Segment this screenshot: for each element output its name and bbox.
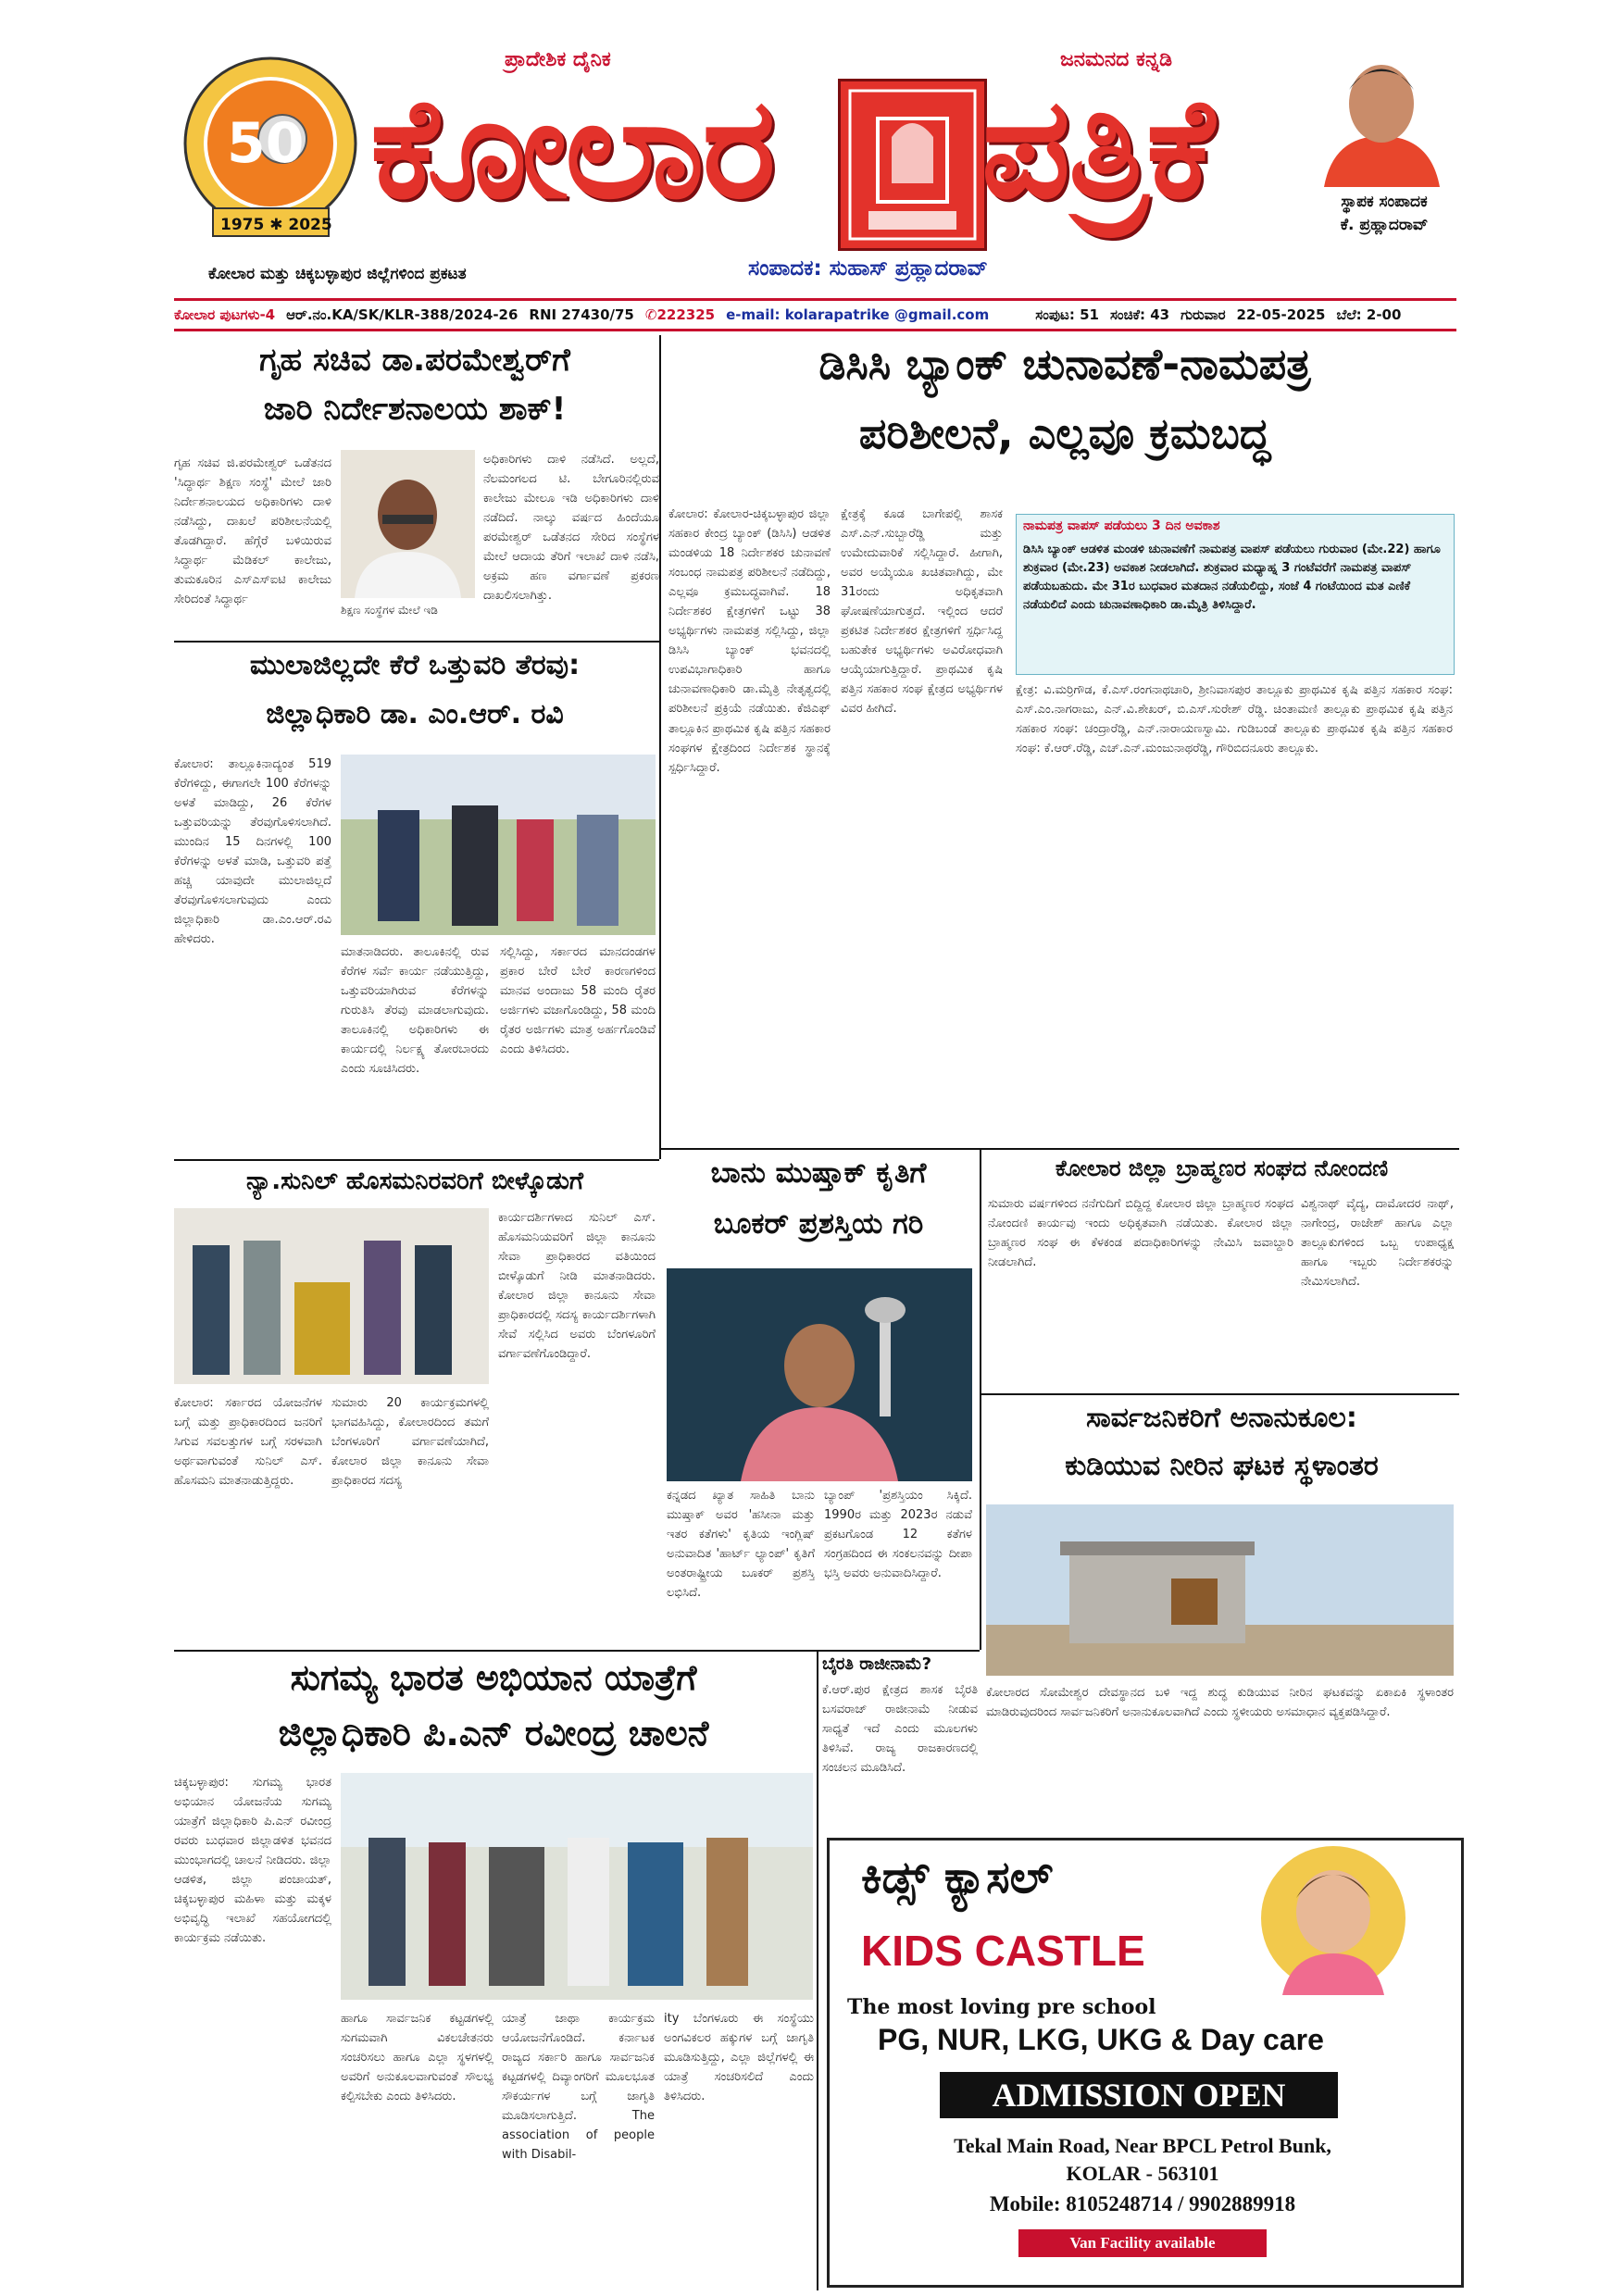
article-body: ಮಾತನಾಡಿದರು. ತಾಲೂಕಿನಲ್ಲಿ ರುವ ಕೆರೆಗಳ ಸರ್ವೆ ಕಾರ್ಯ ನಡೆಯುತ್ತಿದ್ದು, ಒತ್ತುವರಿಯಾಗಿರುವ ಕೆರೆಗಳನ್ನು ಗುರುತಿಸಿ ತೆರವು ಮಾಡಲಾಗುವುದು. ತಾಲೂಕಿನಲ್ಲಿ ಅಧಿಕಾರಿಗಳು ಈ ಕಾರ್ಯದಲ್ಲಿ ನಿರ್ಲಕ್ಷ್ಯ ತೋರಬಾರದು ಎಂದು ಸೂಚಿಸಿದರು.: [341, 945, 489, 1077]
issue-number: ಸಂಚಿಕೆ: 43: [1109, 306, 1170, 323]
section-divider: [174, 641, 659, 643]
water-unit-photo: [986, 1504, 1454, 1676]
article-body: ಕೋಲಾರ: ಸರ್ಕಾರದ ಯೋಜನೆಗಳ ಬಗ್ಗೆ ಮತ್ತು ಪ್ರಾಧಿಕಾರದಿಂದ ಜನರಿಗೆ ಸಿಗುವ ಸವಲತ್ತುಗಳ ಬಗ್ಗೆ ಸರಳವಾಗಿ ಅರ್ಥವಾಗುವಂತೆ ಸುನಿಲ್ ಎಸ್. ಹೊಸಮನಿ ಮಾತನಾಡುತ್ತಿದ್ದರು.: [174, 1396, 322, 1489]
founder-name: ಕೆ. ಪ್ರಹ್ಲಾದರಾವ್: [1340, 216, 1429, 234]
issue-date: 22-05-2025: [1236, 306, 1326, 323]
headline-water-unit-2: ಕುಡಿಯುವ ನೀರಿನ ಘಟಕ ಸ್ಥಳಾಂತರ: [1065, 1450, 1379, 1482]
article-body: ಕೋಲಾರ: ಕೋಲಾರ-ಚಿಕ್ಕಬಳ್ಳಾಪುರ ಜಿಲ್ಲಾ ಸಹಕಾರ ಕೇಂದ್ರ ಬ್ಯಾಂಕ್ (ಡಿಸಿಸಿ) ಆಡಳಿತ ಮಂಡಳಿಯ 18 ನಿರ್ದೇಶಕರ ಚುನಾವಣೆ ಸಂಬಂಧ ನಾಮಪತ್ರ ಪರಿಶೀಲನೆ ನಡೆದಿದ್ದು, ಎಲ್ಲವೂ ಕ್ರಮಬದ್ಧವಾಗಿವೆ. 18 ನಿರ್ದೇಶಕರ ಕ್ಷೇತ್ರಗಳಿಗೆ ಒಟ್ಟು 38 ಅಭ್ಯರ್ಥಿಗಳು ನಾಮಪತ್ರ ಸಲ್ಲಿಸಿದ್ದು, ಜಿಲ್ಲಾ ಡಿಸಿಸಿ ಬ್ಯಾಂಕ್ ಭವನದಲ್ಲಿ ಉಪವಿಭಾಗಾಧಿಕಾರಿ ಹಾಗೂ ಚುನಾವಣಾಧಿಕಾರಿ ಡಾ.ಮೈತ್ರಿ ನೇತೃತ್ವದಲ್ಲಿ ಪರಿಶೀಲನೆ ಪ್ರಕ್ರಿಯೆ ನಡೆಯಿತು. ಕೆಜಿಎಫ್ ತಾಲ್ಲೂಕಿನ ಪ್ರಾಥಮಿಕ ಕೃಷಿ ಪತ್ತಿನ ಸಹಕಾರ ಸಂಘಗಳ ಕ್ಷೇತ್ರದಿಂದ ನಿರ್ದೇಶಕ ಸ್ಥಾನಕ್ಕೆ ಸ್ಪರ್ಧಿಸಿದ್ದಾರೆ.: [668, 507, 831, 775]
article-body: ಚಿಕ್ಕಬಳ್ಳಾಪುರ: ಸುಗಮ್ಯ ಭಾರತ ಅಭಿಯಾನ ಯೋಜನೆಯ ಸುಗಮ್ಯ ಯಾತ್ರೆಗೆ ಜಿಲ್ಲಾಧಿಕಾರಿ ಪಿ.ಎನ್ ರವೀಂದ್ರ ರವರು ಬುಧವಾರ ಜಿಲ್ಲಾಡಳಿತ ಭವನದ ಮುಂಭಾಗದಲ್ಲಿ ಚಾಲನೆ ನೀಡಿದರು. ಜಿಲ್ಲಾ ಆಡಳಿತ, ಜಿಲ್ಲಾ ಪಂಚಾಯತ್, ಚಿಕ್ಕಬಳ್ಳಾಪುರ ಮಹಿಳಾ ಮತ್ತು ಮಕ್ಕಳ ಅಭಿವೃದ್ಧಿ ಇಲಾಖೆ ಸಹಯೋಗದಲ್ಲಿ ಕಾರ್ಯಕ್ರಮ ನಡೆಯಿತು.: [174, 1776, 331, 1946]
tagline-left: ಪ್ರಾದೇಶಿಕ ದೈನಿಕ: [505, 48, 611, 71]
ad-address-line: KOLAR - 563101: [1066, 2162, 1219, 2185]
section-divider: [174, 1650, 980, 1652]
headline-dcc-bank-1: ಡಿಸಿಸಿ ಬ್ಯಾಂಕ್ ಚುನಾವಣೆ-ನಾಮಪತ್ರ: [818, 339, 1311, 389]
article-body: ಹಾಗೂ ಸಾರ್ವಜನಿಕ ಕಟ್ಟಡಗಳಲ್ಲಿ ಸುಗಮವಾಗಿ ವಿಕಲಚೇತನರು ಸಂಚರಿಸಲು ಹಾಗೂ ಎಲ್ಲಾ ಸ್ಥಳಗಳಲ್ಲಿ ಅವರಿಗೆ ಅನುಕೂಲವಾಗುವಂತೆ ಸೌಲಭ್ಯ ಕಲ್ಪಿಸಬೇಕು ಎಂದು ತಿಳಿಸಿದರು.: [341, 2012, 493, 2104]
phone-number: ✆222325: [644, 306, 716, 323]
headline-lake-survey-1: ಮುಲಾಜಿಲ್ಲದೇ ಕೆರೆ ಒತ್ತುವರಿ ತೆರವು:: [249, 649, 581, 681]
logo-number: 50: [227, 111, 305, 176]
headline-water-unit-1: ಸಾರ್ವಜನಿಕರಿಗೆ ಅನಾನುಕೂಲ:: [1086, 1402, 1357, 1434]
accessible-yatra-photo: [341, 1773, 813, 2000]
article-body: ಕ್ಷೇತ್ರ: ವಿ.ಮರ್ರಿಗೌಡ, ಕೆ.ಎಸ್.ರಂಗನಾಥಚಾರಿ, ಶ್ರೀನಿವಾಸಪುರ ತಾಲ್ಲೂಕು ಪ್ರಾಥಮಿಕ ಕೃಷಿ ಪತ್ತಿನ ಸಹಕಾರ ಸಂಘ: ಎಸ್.ಎಂ.ನಾಗರಾಜು, ಎನ್.ವಿ.ಶೇಖರ್, ಬಿ.ಎಸ್.ಸುರೇಶ್ ರೆಡ್ಡಿ. ಚಿಂತಾಮಣಿ ತಾಲ್ಲೂಕು ಪ್ರಾಥಮಿಕ ಕೃಷಿ ಪತ್ತಿನ ಸಹಕಾರ ಸಂಘ: ಚಂದ್ರಾರೆಡ್ಡಿ, ಎನ್.ನಾರಾಯಣಸ್ವಾಮಿ. ಗುಡಿಬಂಡೆ ತಾಲ್ಲೂಕು ಪ್ರಾಥಮಿಕ ಕೃಷಿ ಪತ್ತಿನ ಸಹಕಾರ ಸಂಘ: ಕೆ.ಆರ್.ರೆಡ್ಡಿ, ಎಚ್.ಎನ್.ಮಂಜುನಾಥರೆಡ್ಡಿ, ಗೌರಿಬಿದನೂರು ತಾಲ್ಲೂಕು.: [1016, 683, 1453, 756]
ad-title-english: KIDS CASTLE: [861, 1927, 1145, 1975]
headline-home-minister-1: ಗೃಹ ಸಚಿವ ಡಾ.ಪರಮೇಶ್ವರ್‌ಗೆ: [259, 342, 570, 379]
ad-tagline: The most loving pre school: [847, 1995, 1156, 2019]
founder-portrait: [1315, 48, 1449, 187]
ad-mobile: Mobile: 8105248714 / 9902889918: [989, 2192, 1296, 2215]
article-body: ಕ್ಷೇತ್ರಕ್ಕೆ ಕೂಡ ಬಾಗೇಪಲ್ಲಿ ಶಾಸಕ ಎಸ್.ಎನ್.ಸುಬ್ಬಾರೆಡ್ಡಿ ಮತ್ತು ಉಮೇದುವಾರಿಕೆ ಸಲ್ಲಿಸಿದ್ದಾರೆ. ಹೀಗಾಗಿ, ಅವರ ಅಯ್ಕೆಯೂ ಖಚಿತವಾಗಿದ್ದು, ಮೇ 31ರಂದು ಅಧಿಕೃತವಾಗಿ ಘೋಷಣೆಯಾಗುತ್ತದೆ. ಇಲ್ಲಿಂದ ಆದರೆ ಪ್ರಕಟಿತ ನಿರ್ದೇಶಕರ ಕ್ಷೇತ್ರಗಳಿಗೆ ಸ್ಪರ್ಧಿಸಿದ್ದ ಬಹುತೇಕ ಅಭ್ಯರ್ಥಿಗಳು ಅವಿರೋಧವಾಗಿ ಆಯ್ಕೆಯಾಗುತ್ತಿದ್ದಾರೆ. ಪ್ರಾಥಮಿಕ ಕೃಷಿ ಪತ್ತಿನ ಸಹಕಾರ ಸಂಘ ಕ್ಷೇತ್ರದ ಅಭ್ಯರ್ಥಿಗಳ ವಿವರ ಹೀಗಿದೆ.: [841, 507, 1003, 717]
page-count: ಕೋಲಾರ ಪುಟಗಳು-4: [174, 306, 276, 323]
article-body: ಸುಮಾರು ವರ್ಷಗಳಿಂದ ನನೆಗುದಿಗೆ ಬಿದ್ದಿದ್ದ ಕೋಲಾರ ಜಿಲ್ಲಾ ಬ್ರಾಹ್ಮಣರ ಸಂಘದ ನೋಂದಣಿ ಕಾರ್ಯವು ಇಂದು ಅಧಿಕೃತವಾಗಿ ನಡೆಯಿತು. ಕೋಲಾರ ಜಿಲ್ಲಾ ಬ್ರಾಹ್ಮಣರ ಸಂಘ ಈ ಕೆಳಕಂಡ ಪದಾಧಿಕಾರಿಗಳನ್ನು ನೇಮಿಸಿ ಜವಾಬ್ದಾರಿ ನೀಡಲಾಗಿದೆ.: [988, 1197, 1293, 1270]
ad-title-kannada: ಕಿಡ್ಸ್ ಕ್ಯಾಸಲ್: [861, 1852, 1054, 1903]
founder-role: ಸ್ಥಾಪಕ ಸಂಪಾದಕ: [1341, 193, 1428, 211]
column-divider: [817, 1652, 818, 2290]
headline-dcc-bank-2: ಪರಿಶೀಲನೆ, ಎಲ್ಲವೂ ಕ್ರಮಬದ್ಧ: [858, 408, 1271, 458]
child-photo: [1218, 1842, 1449, 1995]
article-body: ಗೃಹ ಸಚಿವ ಜಿ.ಪರಮೇಶ್ವರ್ ಒಡೆತನದ 'ಸಿದ್ಧಾರ್ಥ ಶಿಕ್ಷಣ ಸಂಸ್ಥೆ' ಮೇಲೆ ಜಾರಿ ನಿರ್ದೇಶನಾಲಯದ ಅಧಿಕಾರಿಗಳು ದಾಳಿ ನಡೆಸಿದ್ದು, ದಾಖಲೆ ಪರಿಶೀಲನೆಯಲ್ಲಿ ತೊಡಗಿದ್ದಾರೆ. ಹೆಗ್ಗೆರೆ ಬಳಿಯಿರುವ ಸಿದ್ಧಾರ್ಥ ಮೆಡಿಕಲ್ ಕಾಲೇಜು, ತುಮಕೂರಿನ ಎಸ್‌ಎಸ್‌ಐಟಿ ಕಾಲೇಜು ಸೇರಿದಂತೆ ಸಿದ್ಧಾರ್ಥ: [174, 456, 331, 607]
headline-brahmin-sangha: ಕೋಲಾರ ಜಿಲ್ಲಾ ಬ್ರಾಹ್ಮಣರ ಸಂಘದ ನೋಂದಣಿ: [1055, 1155, 1389, 1181]
farewell-photo: [174, 1208, 489, 1384]
article-body: ಅಧಿಕಾರಿಗಳು ದಾಳಿ ನಡೆಸಿದೆ. ಅಲ್ಲದೆ, ನೆಲಮಂಗಲದ ಟಿ. ಬೇಗೂರಿನಲ್ಲಿರುವ ಕಾಲೇಜು ಮೇಲೂ ಇಡಿ ಅಧಿಕಾರಿಗಳು ದಾಳಿ ನಡೆದಿದೆ. ನಾಲ್ಕು ವರ್ಷದ ಹಿಂದೆಯೂ ಪರಮೇಶ್ವರ್ ಒಡೆತನದ ಸೇರಿದ ಸಂಸ್ಥೆಗಳ ಮೇಲೆ ಆದಾಯ ತೆರಿಗೆ ಇಲಾಖೆ ದಾಳಿ ನಡೆಸಿ, ಅಕ್ರಮ ಹಣ ವರ್ಗಾವಣೆ ಪ್ರಕರಣ ದಾಖಲಿಸಲಾಗಿತ್ತು.: [483, 453, 659, 604]
collector-inspection-photo: [341, 755, 656, 935]
headline-lake-survey-2: ಜಿಲ್ಲಾಧಿಕಾರಿ ಡಾ. ಎಂ.ಆರ್. ರವಿ: [266, 698, 564, 730]
tagline-right: ಜನಮನದ ಕನ್ನಡಿ: [1060, 48, 1173, 71]
minister-photo: [341, 450, 475, 598]
section-divider: [174, 1159, 659, 1161]
ad-address-line: Tekal Main Road, Near BPCL Petrol Bunk,: [954, 2134, 1331, 2157]
masthead-title-left: ಕೋಲಾರ: [370, 67, 774, 230]
logo-years: 1975 ✱ 2025: [220, 216, 332, 234]
issue-info-bar: [174, 298, 1456, 331]
headline-banu-mushtaq-2: ಬೂಕರ್ ಪ್ರಶಸ್ತಿಯ ಗರಿ: [713, 1207, 924, 1241]
headline-banu-mushtaq-1: ಬಾನು ಮುಷ್ತಾಕ್ ಕೃತಿಗೆ: [710, 1156, 927, 1190]
article-body: ಕೆ.ಆರ್.ಪುರ ಕ್ಷೇತ್ರದ ಶಾಸಕ ಬೈರತಿ ಬಸವರಾಜ್ ರಾಜೀನಾಮೆ ನೀಡುವ ಸಾಧ್ಯತೆ ಇದೆ ಎಂದು ಮೂಲಗಳು ತಿಳಿಸಿವೆ. ರಾಜ್ಯ ರಾಜಕಾರಣದಲ್ಲಿ ಸಂಚಲನ ಮೂಡಿಸಿದೆ.: [822, 1683, 978, 1776]
column-divider: [659, 335, 661, 1159]
van-facility-badge: Van Facility available: [1018, 2229, 1267, 2257]
article-body: ವಿಶ್ವನಾಥ್ ವೈದ್ಯ, ದಾಮೋದರ ನಾಥ್, ನಾಗೇಂದ್ರ, ರಾಜೇಶ್ ಹಾಗೂ ಎಲ್ಲಾ ತಾಲ್ಲೂಕುಗಳಿಂದ ಒಬ್ಬ ಉಪಾಧ್ಯಕ್ಷ ಹಾಗೂ ಇಬ್ಬರು ನಿರ್ದೇಶಕರನ್ನು ನೇಮಿಸಲಾಗಿದೆ.: [1301, 1197, 1454, 1290]
headline-accessible-india-2: ಜಿಲ್ಲಾಧಿಕಾರಿ ಪಿ.ಎನ್ ರವೀಂದ್ರ ಚಾಲನೆ: [278, 1713, 709, 1753]
article-body: ity ಬೆಂಗಳೂರು ಈ ಸಂಸ್ಥೆಯು ಅಂಗವಿಕಲರ ಹಕ್ಕುಗಳ ಬಗ್ಗೆ ಜಾಗೃತಿ ಮೂಡಿಸುತ್ತಿದ್ದು, ಎಲ್ಲಾ ಜಿಲ್ಲೆಗಳಲ್ಲಿ ಈ ಯಾತ್ರೆ ಸಂಚರಿಸಲಿದೆ ಎಂದು ತಿಳಿಸಿದರು.: [664, 2012, 814, 2104]
rni-number: RNI 27430/75: [529, 306, 634, 323]
weekday: ಗುರುವಾರ: [1181, 306, 1226, 323]
coverage-note: ಕೋಲಾರ ಮತ್ತು ಚಿಕ್ಕಬಳ್ಳಾಪುರ ಜಿಲ್ಲೆಗಳಿಂದ ಪ್ರಕಟತ: [208, 265, 467, 283]
article-body: ಕನ್ನಡದ ಖ್ಯಾತ ಸಾಹಿತಿ ಬಾನು ಮುಷ್ತಾಕ್ ಅವರ 'ಹಸೀನಾ ಮತ್ತು ಇತರ ಕತೆಗಳು' ಕೃತಿಯ ಇಂಗ್ಲಿಷ್ ಅನುವಾದಿತ 'ಹಾರ್ಟ್ ಲ್ಯಾಂಪ್' ಕೃತಿಗೆ ಅಂತರಾಷ್ಟ್ರೀಯ ಬೂಕರ್ ಪ್ರಶಸ್ತಿ ಲಭಿಸಿದೆ.: [667, 1489, 815, 1601]
article-body: ಯಾತ್ರೆ ಜಾಥಾ ಕಾರ್ಯಕ್ರಮ ಆಯೋಜನೆಗೊಂಡಿದೆ. ಕರ್ನಾಟಕ ರಾಜ್ಯದ ಸರ್ಕಾರಿ ಹಾಗೂ ಸಾರ್ವಜನಿಕ ಕಟ್ಟಡಗಳಲ್ಲಿ ದಿವ್ಯಾಂಗರಿಗೆ ಮೂಲಭೂತ ಸೌಕರ್ಯಗಳ ಬಗ್ಗೆ ಜಾಗೃತಿ ಮೂಡಿಸಲಾಗುತ್ತಿದೆ. The association of people with Disabil-: [502, 2012, 655, 2163]
article-body: ಕಾರ್ಯದರ್ಶಿಗಳಾದ ಸುನಿಲ್ ಎಸ್. ಹೊಸಮನಿಯವರಿಗೆ ಜಿಲ್ಲಾ ಕಾನೂನು ಸೇವಾ ಪ್ರಾಧಿಕಾರದ ವತಿಯಿಂದ ಬೀಳ್ಕೊಡುಗೆ ನೀಡಿ ಮಾತನಾಡಿದರು. ಕೋಲಾರ ಜಿಲ್ಲಾ ಕಾನೂನು ಸೇವಾ ಪ್ರಾಧಿಕಾರದಲ್ಲಿ ಸದಸ್ಯ ಕಾರ್ಯದರ್ಶಿಗಳಾಗಿ ಸೇವೆ ಸಲ್ಲಿಸಿದ ಅವರು ಬೆಂಗಳೂರಿಗೆ ವರ್ಗಾವಣೆಗೊಂಡಿದ್ದಾರೆ.: [498, 1211, 656, 1362]
article-body: ಸುಮಾರು 20 ಕಾರ್ಯಕ್ರಮಗಳಲ್ಲಿ ಭಾಗವಹಿಸಿದ್ದು, ಕೋಲಾರದಿಂದ ತಮಗೆ ಬೆಂಗಳೂರಿಗೆ ವರ್ಗಾವಣೆಯಾಗಿದೆ, ಕೋಲಾರ ಜಿಲ್ಲಾ ಕಾನೂನು ಸೇವಾ ಪ್ರಾಧಿಕಾರದ ಸದಸ್ಯ: [331, 1396, 489, 1489]
masthead-title-right: ಪತ್ರಿಕೆ: [981, 67, 1213, 230]
photo-caption: ಶಿಕ್ಷಣ ಸಂಸ್ಥೆಗಳ ಮೇಲೆ ಇಡಿ: [341, 604, 438, 617]
author-award-photo: [667, 1268, 972, 1481]
section-divider: [661, 1148, 1459, 1150]
article-body: ಕೋಲಾರದ ಸೋಮೇಶ್ವರ ದೇವಸ್ಥಾನದ ಬಳಿ ಇದ್ದ ಶುದ್ಧ ಕುಡಿಯುವ ನೀರಿನ ಘಟಕವನ್ನು ಏಕಾಏಕಿ ಸ್ಥಳಾಂತರ ಮಾಡಿರುವುದರಿಂದ ಸಾರ್ವಜನಿಕರಿಗೆ ಅನಾನುಕೂಲವಾಗಿದೆ ಎಂದು ಸ್ಥಳೀಯರು ಅಸಮಾಧಾನ ವ್ಯಕ್ತಪಡಿಸಿದ್ದಾರೆ.: [986, 1686, 1454, 1720]
volume-number: ಸಂಪುಟ: 51: [1035, 306, 1099, 323]
masthead-seal: [838, 79, 987, 251]
ad-classes: PG, NUR, LKG, UKG & Day care: [878, 2023, 1324, 2056]
headline-justice-farewell: ನ್ಯಾ.ಸುನಿಲ್ ಹೊಸಮನಿರವರಿಗೆ ಬೀಳ್ಕೊಡುಗೆ: [245, 1167, 584, 1195]
registration-number: ಆರ್.ನಂ.KA/SK/KLR-388/2024-26: [286, 306, 518, 323]
headline-bairathi: ಬೈರತಿ ರಾಜೀನಾಮೆ?: [822, 1654, 932, 1674]
article-body: ಸಲ್ಲಿಸಿದ್ದು, ಸರ್ಕಾರದ ಮಾನದಂಡಗಳ ಪ್ರಕಾರ ಬೇರೆ ಬೇರೆ ಕಾರಣಗಳಿಂದ ಮಾನವ ಅಂದಾಜು 58 ಮಂದಿ ರೈತರ ಅರ್ಜಿಗಳು ವಜಾಗೊಂಡಿದ್ದು, 58 ಮಂದಿ ರೈತರ ಅರ್ಜಿಗಳು ಮಾತ್ರ ಅರ್ಹಗೊಂಡಿವೆ ಎಂದು ತಿಳಿಸಿದರು.: [500, 945, 656, 1057]
notice-body: ಡಿಸಿಸಿ ಬ್ಯಾಂಕ್ ಆಡಳಿತ ಮಂಡಳಿ ಚುನಾವಣೆಗೆ ನಾಮಪತ್ರ ವಾಪಸ್ ಪಡೆಯಲು ಗುರುವಾರ (ಮೇ.22) ಹಾಗೂ ಶುಕ್ರವಾರ (ಮೇ.23) ಅವಕಾಶ ನೀಡಲಾಗಿದೆ. ಶುಕ್ರವಾರ ಮಧ್ಯಾಹ್ನ 3 ಗಂಟೆವರೆಗೆ ನಾಮಪತ್ರ ವಾಪಸ್ ಪಡೆಯಬಹುದು. ಮೇ 31ರ ಬುಧವಾರ ಮತದಾನ ನಡೆಯಲಿದ್ದು, ಸಂಜೆ 4 ಗಂಟೆಯಿಂದ ಮತ ಎಣಿಕೆ ನಡೆಯಲಿದೆ ಎಂದು ಚುನಾವಣಾಧಿಕಾರಿ ಡಾ.ಮೈತ್ರಿ ತಿಳಿಸಿದ್ದಾರೆ.: [1023, 543, 1441, 613]
article-body: ಕೋಲಾರ: ತಾಲ್ಲೂಕಿನಾದ್ಯಂತ 519 ಕೆರೆಗಳಿದ್ದು, ಈಗಾಗಲೇ 100 ಕೆರೆಗಳನ್ನು ಅಳತೆ ಮಾಡಿದ್ದು, 26 ಕೆರೆಗಳ ಒತ್ತುವರಿಯನ್ನು ತೆರವುಗೊಳಿಸಲಾಗಿದೆ. ಮುಂದಿನ 15 ದಿನಗಳಲ್ಲಿ 100 ಕೆರೆಗಳನ್ನು ಅಳತೆ ಮಾಡಿ, ಒತ್ತುವರಿ ಪತ್ತೆ ಹಚ್ಚಿ ಯಾವುದೇ ಮುಲಾಜಿಲ್ಲದೆ ತೆರವುಗೊಳಿಸಲಾಗುವುದು ಎಂದು ಜಿಲ್ಲಾಧಿಕಾರಿ ಡಾ.ಎಂ.ಆರ್.ರವಿ ಹೇಳಿದರು.: [174, 757, 331, 947]
price: ಬೆಲೆ: 2-00: [1336, 306, 1402, 323]
section-divider: [981, 1393, 1459, 1395]
admission-banner: ADMISSION OPEN: [940, 2072, 1338, 2118]
column-divider: [980, 1150, 981, 1650]
editor-credit: ಸಂಪಾದಕ: ಸುಹಾಸ್ ಪ್ರಹ್ಲಾದರಾವ್: [748, 256, 988, 281]
headline-home-minister-2: ಜಾರಿ ನಿರ್ದೇಶನಾಲಯ ಶಾಕ್!: [263, 391, 567, 428]
email-address: e-mail: kolarapatrike @gmail.com: [726, 306, 990, 323]
headline-accessible-india-1: ಸುಗಮ್ಯ ಭಾರತ ಅಭಿಯಾನ ಯಾತ್ರೆಗೆ: [290, 1657, 697, 1698]
notice-title: ನಾಮಪತ್ರ ವಾಪಸ್ ಪಡೆಯಲು 3 ದಿನ ಅವಕಾಶ: [1023, 518, 1220, 533]
article-body: ಬ್ಯಾಂಪ್ 'ಪ್ರಶಸ್ತಿಯಂ ಸಿಕ್ಕಿದೆ. 1990ರ ಮತ್ತು 2023ರ ನಡುವೆ ಪ್ರಕಟಗೊಂಡ 12 ಕತೆಗಳ ಸಂಗ್ರಹದಿಂದ ಈ ಸಂಕಲನವನ್ನು ದೀಪಾ ಭಸ್ತಿ ಅವರು ಅನುವಾದಿಸಿದ್ದಾರೆ.: [824, 1489, 972, 1581]
